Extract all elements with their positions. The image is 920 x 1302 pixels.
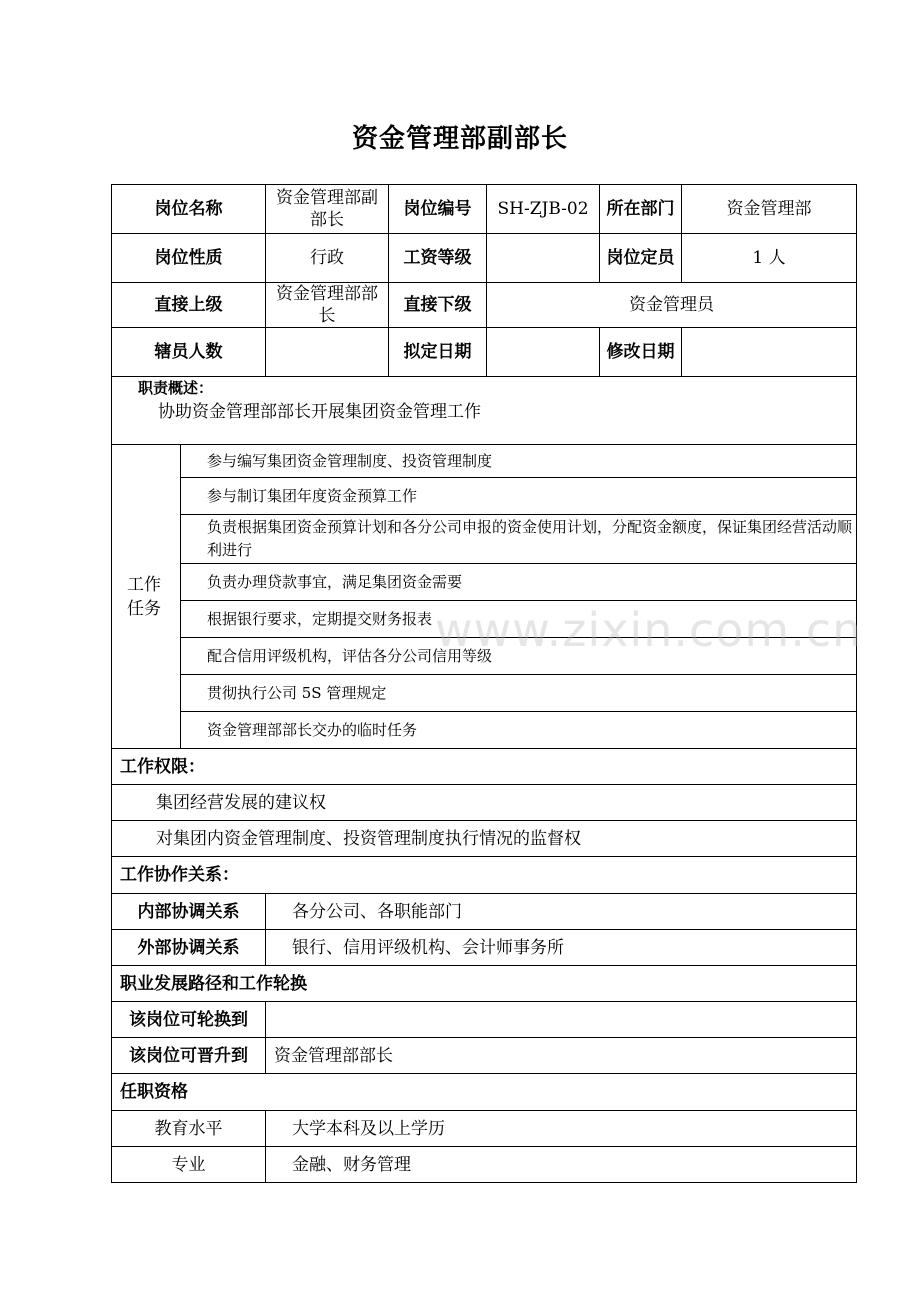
education-label: 教育水平 (112, 1111, 266, 1147)
position-code-label: 岗位编号 (389, 185, 487, 234)
promotion-value: 资金管理部部长 (266, 1038, 857, 1074)
direct-subordinate-label: 直接下级 (389, 283, 487, 328)
major-label: 专业 (112, 1147, 266, 1183)
job-description-table (111, 184, 857, 1183)
position-name-label: 岗位名称 (112, 185, 266, 234)
rotation-label: 该岗位可轮换到 (112, 1002, 266, 1038)
revision-date-value (682, 328, 857, 377)
career-label: 职业发展路径和工作轮换 (112, 966, 857, 1002)
task-item: 负责办理贷款事宜，满足集团资金需要 (181, 564, 857, 601)
headcount-label: 岗位定员 (600, 234, 682, 283)
authority-item: 集团经营发展的建议权 (112, 785, 857, 821)
task-item: 根据银行要求，定期提交财务报表 (181, 601, 857, 638)
watermark: www.zixin.com.cn (435, 603, 863, 657)
position-name-value: 资金管理部副部长 (266, 185, 389, 234)
position-nature-label: 岗位性质 (112, 234, 266, 283)
task-item: 贯彻执行公司 5S 管理规定 (181, 675, 857, 712)
rotation-value (266, 1002, 857, 1038)
education-value: 大学本科及以上学历 (266, 1111, 857, 1147)
external-coordination-value: 银行、信用评级机构、会计师事务所 (266, 930, 857, 966)
staff-count-value (266, 328, 389, 377)
direct-superior-label: 直接上级 (112, 283, 266, 328)
major-value: 金融、财务管理 (266, 1147, 857, 1183)
task-item: 资金管理部部长交办的临时任务 (181, 712, 857, 749)
task-item: 负责根据集团资金预算计划和各分公司申报的资金使用计划，分配资金额度，保证集团经营活动顺利进行 (181, 515, 857, 564)
task-item: 配合信用评级机构，评估各分公司信用等级 (181, 638, 857, 675)
authority-label: 工作权限： (112, 749, 857, 785)
summary-cell (112, 377, 857, 445)
tasks-label: 工作任务 (112, 445, 181, 749)
salary-grade-label: 工资等级 (389, 234, 487, 283)
authority-item: 对集团内资金管理制度、投资管理制度执行情况的监督权 (112, 821, 857, 857)
task-item: 参与制订集团年度资金预算工作 (181, 478, 857, 515)
department-label: 所在部门 (600, 185, 682, 234)
department-value: 资金管理部 (682, 185, 857, 234)
draft-date-value (487, 328, 600, 377)
direct-subordinate-value: 资金管理员 (487, 283, 857, 328)
summary-text: 协助资金管理部部长开展集团资金管理工作 (158, 402, 481, 422)
summary-label: 职责概述： (138, 379, 214, 397)
position-nature-value: 行政 (266, 234, 389, 283)
revision-date-label: 修改日期 (600, 328, 682, 377)
position-code-value: SH-ZJB-02 (487, 185, 600, 234)
external-coordination-label: 外部协调关系 (112, 930, 266, 966)
internal-coordination-value: 各分公司、各职能部门 (266, 894, 857, 930)
salary-grade-value (487, 234, 600, 283)
internal-coordination-label: 内部协调关系 (112, 894, 266, 930)
direct-superior-value: 资金管理部部长 (266, 283, 389, 328)
staff-count-label: 辖员人数 (112, 328, 266, 377)
cooperation-label: 工作协作关系： (112, 857, 857, 894)
task-item: 参与编写集团资金管理制度、投资管理制度 (181, 445, 857, 478)
promotion-label: 该岗位可晋升到 (112, 1038, 266, 1074)
qualification-label: 任职资格 (112, 1074, 857, 1111)
page-title: 资金管理部副部长 (351, 124, 568, 154)
headcount-value: 1 人 (682, 234, 857, 283)
draft-date-label: 拟定日期 (389, 328, 487, 377)
